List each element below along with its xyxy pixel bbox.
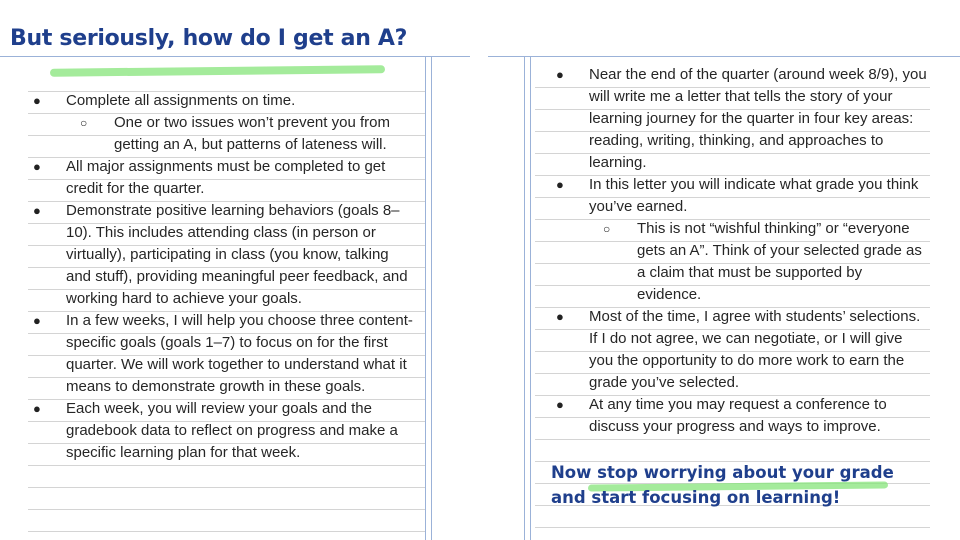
bullet-icon: ● (556, 309, 564, 324)
ruled-line (28, 465, 425, 466)
ruled-line (535, 439, 930, 440)
bullet-icon: ● (33, 401, 41, 416)
list-item (556, 306, 928, 394)
header-rule-right (488, 56, 960, 57)
sub-list-item-text: One or two issues won’t prevent you from getting an A, but patterns of lateness will. (114, 114, 390, 153)
list-item-text: Demonstrate positive learning behaviors (goals 8–10). This includes attending class (in person or virtually), participating in class (you know, talking and stuff), providing meaningful peer feedback, and working hard to achieve your goals. (66, 202, 408, 307)
list-item (33, 90, 413, 112)
sub-list-item-text: This is not “wishful thinking” or “everyone gets an A”. Think of your selected grade as a claim that must be supported by evidence. (637, 220, 922, 303)
margin-line (425, 57, 426, 540)
list-item (556, 64, 928, 174)
bullet-icon: ● (556, 397, 564, 412)
bullet-icon: ● (33, 203, 41, 218)
sub-bullet-icon: ○ (603, 222, 611, 236)
closing-statement: Now stop worrying about your grade and start focusing on learning! (551, 463, 894, 507)
bullet-icon: ● (556, 177, 564, 192)
ruled-line (28, 487, 425, 488)
list-item (556, 394, 928, 438)
sub-list-item (556, 218, 928, 306)
list-item-text: Each week, you will review your goals and the gradebook data to reflect on progress and make a specific learning plan for that week. (66, 400, 398, 461)
ruled-line (28, 509, 425, 510)
bullet-icon: ● (33, 93, 41, 108)
list-item (33, 200, 413, 310)
list-item-text: In a few weeks, I will help you choose three content-specific goals (goals 1–7) to focus on for the first quarter. We will work together to understand what it means to demonstrate growth in these goals. (66, 312, 413, 395)
margin-line (431, 57, 432, 540)
list-item-text: All major assignments must be completed to get credit for the quarter. (66, 158, 386, 197)
list-item (33, 310, 413, 398)
bullet-icon: ● (556, 67, 564, 82)
list-item-text: Most of the time, I agree with students’ selections. If I do not agree, we can negotiate, or I will give you the opportunity to do more work to earn the grade you’ve selected. (589, 308, 921, 391)
list-item (33, 156, 413, 200)
margin-line (530, 57, 531, 540)
page-title: But seriously, how do I get an A? (10, 26, 408, 51)
ruled-line (535, 527, 930, 528)
sub-bullet-icon: ○ (80, 116, 88, 130)
list-item (33, 398, 413, 464)
right-column (556, 64, 928, 438)
left-column (33, 90, 413, 464)
margin-line (524, 57, 525, 540)
sub-list-item (33, 112, 413, 156)
ruled-line (28, 531, 425, 532)
header-rule-left (0, 56, 470, 57)
list-item-text: In this letter you will indicate what grade you think you’ve earned. (589, 176, 919, 215)
list-item-text: Complete all assignments on time. (66, 92, 296, 109)
list-item (556, 174, 928, 218)
list-item-text: Near the end of the quarter (around week 8/9), you will write me a letter that tells the story of your learning journey for the quarter in four key areas: reading, writing, thinking, and approaches to learning. (589, 66, 927, 171)
bullet-icon: ● (33, 159, 41, 174)
bullet-icon: ● (33, 313, 41, 328)
list-item-text: At any time you may request a conference to discuss your progress and ways to improve. (589, 396, 887, 435)
